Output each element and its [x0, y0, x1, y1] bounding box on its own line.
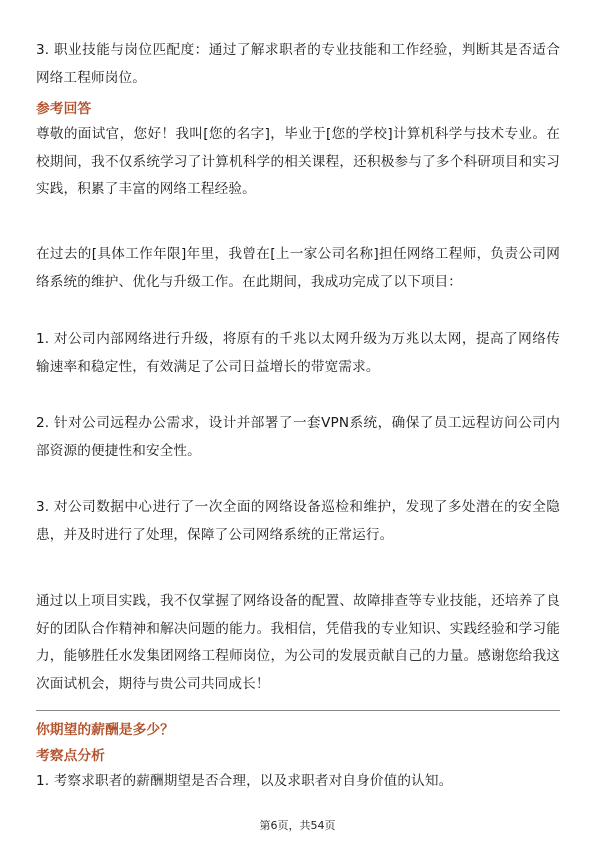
answer-paragraph-5: 3. 对公司数据中心进行了一次全面的网络设备巡检和维护，发现了多处潜在的安全隐患，并及时进行了处理，保障了公司网络系统的正常运行。 — [36, 499, 560, 543]
question-title: 你期望的薪酬是多少？ — [36, 722, 174, 738]
answer-paragraph-4: 2. 针对公司远程办公需求，设计并部署了一套VPN系统，确保了员工远程访问公司内部资源的便捷性和安全性。 — [36, 415, 560, 459]
answer-paragraph-6: 通过以上项目实践，我不仅掌握了网络设备的配置、故障排查等专业技能，还培养了良好的团队合作精神和解决问题的能力。我相信，凭借我的专业知识、实践经验和学习能力，能够胜任水发集团网络工程师岗位，为公司的发展贡献自己的力量。感谢您给我这次面试机会，期待与贵公司共同成长！ — [36, 593, 560, 692]
answer-paragraph-3: 1. 对公司内部网络进行升级，将原有的千兆以太网升级为万兆以太网，提高了网络传输速率和稳定性，有效满足了公司日益增长的带宽需求。 — [36, 331, 560, 375]
page-footer: 第6页，共54页 — [259, 819, 336, 832]
analysis-point-1: 1. 考察求职者的薪酬期望是否合理，以及求职者对自身价值的认知。 — [36, 773, 453, 789]
answer-paragraph-1: 尊敬的面试官，您好！我叫[您的名字]，毕业于[您的学校]计算机科学与技术专业。在校期间，我不仅系统学习了计算机科学的相关课程，还积极参与了多个科研项目和实习实践，积累了丰富的网络工程经验。 — [36, 126, 560, 197]
answer-heading: 参考回答 — [36, 101, 92, 117]
analysis-heading: 考察点分析 — [36, 748, 105, 764]
section-divider — [36, 710, 560, 711]
answer-paragraph-2: 在过去的[具体工作年限]年里，我曾在[上一家公司名称]担任网络工程师，负责公司网络系统的维护、优化与升级工作。在此期间，我成功完成了以下项目： — [36, 246, 560, 290]
intro-point-3: 3. 职业技能与岗位匹配度：通过了解求职者的专业技能和工作经验，判断其是否适合网络工程师岗位。 — [36, 42, 560, 86]
